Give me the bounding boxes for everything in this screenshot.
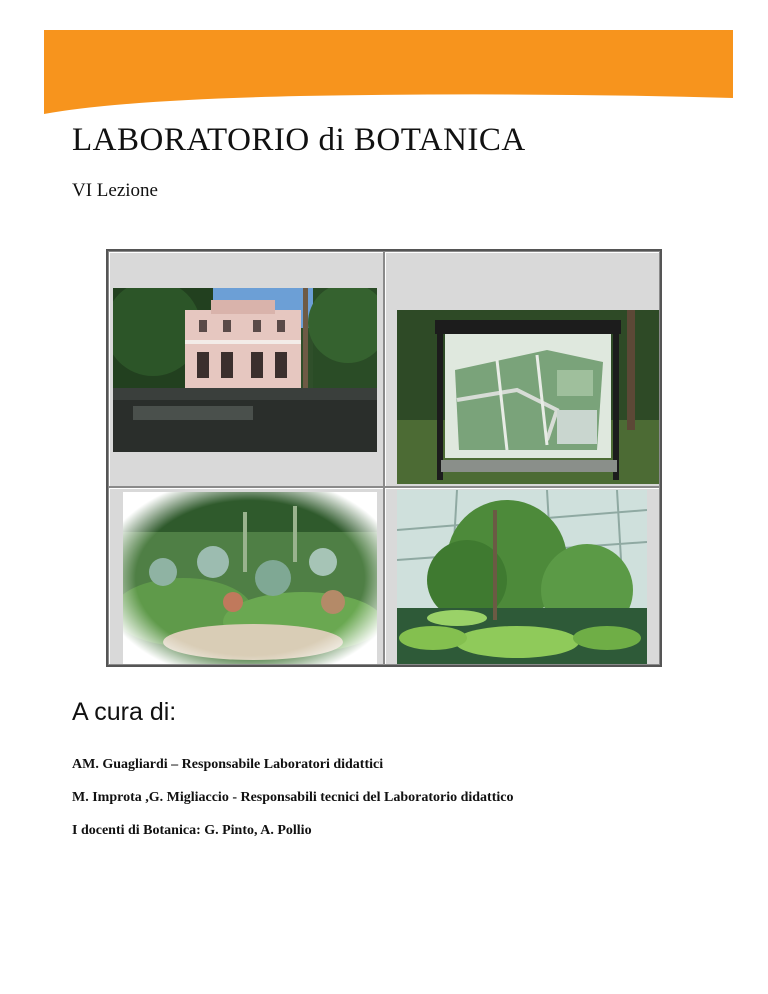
succulent-garden-photo <box>123 492 377 664</box>
photo-grid <box>106 249 662 667</box>
photo-cell-succulents <box>108 487 384 665</box>
photo-cell-map-sign <box>384 251 660 487</box>
villa-photo <box>113 288 377 452</box>
credit-line-3: I docenti di Botanica: G. Pinto, A. Pollio <box>72 823 312 838</box>
greenhouse-water-lilies-photo <box>397 490 647 664</box>
credit-line-2: M. Improta ,G. Migliaccio - Responsabili tecnici del Laboratorio didattico <box>72 790 514 805</box>
orange-banner <box>0 0 768 120</box>
garden-map-sign-photo <box>397 310 659 484</box>
photo-cell-greenhouse <box>384 487 660 665</box>
page-title: LABORATORIO di BOTANICA <box>72 122 526 158</box>
credit-line-1: AM. Guagliardi – Responsabile Laboratori didattici <box>72 757 384 772</box>
lesson-subtitle: VI Lezione <box>72 180 158 201</box>
credits-heading: A cura di: <box>72 698 177 726</box>
photo-cell-villa <box>108 251 384 487</box>
